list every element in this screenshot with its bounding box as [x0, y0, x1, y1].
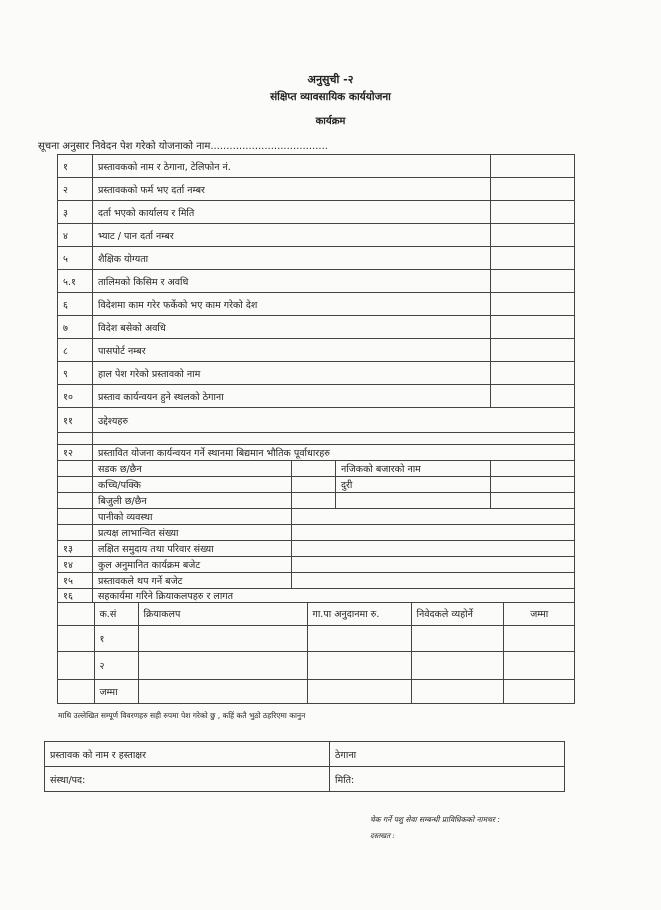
- value-cell[interactable]: [292, 541, 575, 557]
- infra-row: [58, 477, 575, 493]
- row-number: ६: [58, 293, 93, 316]
- row-label: हाल पेश गरेको प्रस्तावको नाम: [93, 362, 491, 385]
- infra-row: [58, 525, 575, 541]
- row-label: कुल अनुमानित कार्यक्रम बजेट: [93, 557, 292, 573]
- page-title: संक्षिप्त व्यावसायिक कार्ययोजना: [270, 91, 391, 103]
- row-label: प्रस्तावकको फर्म भए दर्ता नम्बर: [93, 178, 491, 201]
- row-number: ५: [58, 247, 93, 270]
- signature-table: [44, 741, 565, 792]
- total-cell[interactable]: [503, 625, 575, 651]
- applicant-cell[interactable]: [411, 625, 503, 651]
- main-form-table: [57, 154, 575, 704]
- market-value[interactable]: [491, 461, 575, 477]
- objective-blank[interactable]: [93, 433, 575, 445]
- activity-header: क्रियाकलप: [138, 603, 307, 625]
- table-row: [58, 316, 575, 339]
- table-row: [58, 155, 575, 178]
- table-row: [58, 270, 575, 293]
- table-row: [58, 247, 575, 270]
- beneficiaries-label: प्रत्यक्ष लाभान्वित संख्या: [93, 525, 292, 541]
- grant-cell[interactable]: [307, 679, 411, 703]
- water-value[interactable]: [292, 509, 575, 525]
- market-label: नजिकको बजारको नाम: [336, 461, 491, 477]
- value-cell[interactable]: [491, 178, 575, 201]
- applicant-cell[interactable]: [411, 651, 503, 679]
- row-label: भ्याट / पान दर्ता नम्बर: [93, 224, 491, 247]
- value-cell[interactable]: [491, 293, 575, 316]
- sn-cell: १: [94, 625, 138, 651]
- electricity-label: बिजुली छ/छैन: [93, 493, 292, 509]
- table-row: [58, 339, 575, 362]
- table-row: [58, 178, 575, 201]
- table-row: [58, 362, 575, 385]
- row-label: दर्ता भएको कार्यालय र मिति: [93, 201, 491, 224]
- row-label: प्रस्ताव कार्यन्वयन हुने स्थलको ठेगाना: [93, 385, 491, 408]
- row-number: १२: [58, 445, 93, 461]
- activity-row: [58, 625, 575, 651]
- table-row: [58, 589, 575, 603]
- table-row: [58, 541, 575, 557]
- water-label: पानीको व्यवस्था: [93, 509, 292, 525]
- activity-cell[interactable]: [138, 625, 307, 651]
- row-number: ४: [58, 224, 93, 247]
- value-cell[interactable]: [491, 270, 575, 293]
- sn-cell: २: [94, 651, 138, 679]
- sn-header: क.सं: [94, 603, 138, 625]
- value-cell[interactable]: [491, 201, 575, 224]
- row-label: सहकार्यमा गरिने क्रियाकलपहरु र लागत: [93, 589, 575, 603]
- table-row: [58, 557, 575, 573]
- row-label: लक्षित समुदाय तथा परिवार संख्या: [93, 541, 292, 557]
- sum-label: जम्मा: [94, 679, 138, 703]
- infra-row: [58, 493, 575, 509]
- row-number: १५: [58, 573, 93, 589]
- table-row: [58, 433, 575, 445]
- activity-sum-row: [58, 679, 575, 703]
- table-row: [58, 201, 575, 224]
- value-cell[interactable]: [292, 573, 575, 589]
- total-header: जम्मा: [503, 603, 575, 625]
- row-number: १४: [58, 557, 93, 573]
- row-number: २: [58, 178, 93, 201]
- intro-line: सूचना अनुसार निवेदन पेश गरेको योजनाको नाम.....................................: [38, 141, 328, 152]
- row-number: ७: [58, 316, 93, 339]
- page-subtitle: कार्यक्रम: [315, 116, 346, 127]
- table-row: [58, 224, 575, 247]
- row-label: प्रस्तावकले थप गर्ने बजेट: [93, 573, 292, 589]
- total-cell[interactable]: [503, 679, 575, 703]
- value-cell[interactable]: [491, 385, 575, 408]
- grant-header: गा.पा अनुदानमा रु.: [307, 603, 411, 625]
- total-cell[interactable]: [503, 651, 575, 679]
- row-number: १: [58, 155, 93, 178]
- row-label: शैक्षिक योग्यता: [93, 247, 491, 270]
- infra-row: [58, 461, 575, 477]
- table-row: [58, 293, 575, 316]
- address-label: ठेगाना: [330, 742, 565, 767]
- value-cell[interactable]: [491, 247, 575, 270]
- paved-label: कच्चि/पक्कि: [93, 477, 292, 493]
- row-number: १०: [58, 385, 93, 408]
- value-cell[interactable]: [491, 316, 575, 339]
- row-label: प्रस्तावकको नाम र ठेगाना, टेलिफोन नं.: [93, 155, 491, 178]
- officer-name-line: चेक गर्ने पशु सेवा सम्बन्धी प्राविधिकको नामथर :: [370, 815, 500, 824]
- table-row: [58, 408, 575, 433]
- row-label: पासपोर्ट नम्बर: [93, 339, 491, 362]
- table-row: [58, 385, 575, 408]
- infra-header-row: [58, 445, 575, 461]
- distance-value[interactable]: [491, 477, 575, 493]
- grant-cell[interactable]: [307, 625, 411, 651]
- row-number: १३: [58, 541, 93, 557]
- activity-cell[interactable]: [138, 651, 307, 679]
- applicant-cell[interactable]: [411, 679, 503, 703]
- row-number: ९: [58, 362, 93, 385]
- date-label: मिति:: [330, 767, 565, 792]
- row-number: १६: [58, 589, 93, 603]
- infra-row: [58, 509, 575, 525]
- activity-cell[interactable]: [138, 679, 307, 703]
- row-number: ११: [58, 408, 93, 433]
- road-value[interactable]: [292, 461, 336, 477]
- beneficiaries-value[interactable]: [292, 525, 575, 541]
- declaration-note: माथि उल्लेखित सम्पूर्ण विवरणहरु सही रुपमा पेश गरेको छु , कहिं कतै भुठो ठहरिएमा कानुन: [58, 711, 306, 720]
- value-cell[interactable]: [491, 362, 575, 385]
- row-label: विदेश बसेको अवधि: [93, 316, 491, 339]
- signature-row: [45, 767, 565, 792]
- activity-header-row: [58, 603, 575, 625]
- value-cell[interactable]: [491, 339, 575, 362]
- row-label: तालिमको किसिम र अवधि: [93, 270, 491, 293]
- row-number: ५.१: [58, 270, 93, 293]
- row-label: प्रस्तावित योजना कार्यन्वयन गर्ने स्थानमा बिद्यमान भौतिक पूर्वाधारहरु: [93, 445, 575, 461]
- name-sign-label: प्रस्तावक को नाम र हस्ताक्षर: [45, 742, 330, 767]
- table-row: [58, 573, 575, 589]
- value-cell[interactable]: [491, 224, 575, 247]
- row-label: उद्देश्यहरु: [93, 408, 575, 433]
- activity-table: [58, 603, 575, 703]
- row-label: विदेशमा काम गरेर फर्केको भए काम गरेको देश: [93, 293, 491, 316]
- grant-cell[interactable]: [307, 651, 411, 679]
- schedule-label: अनुसुची -२: [307, 73, 354, 86]
- electricity-value[interactable]: [292, 493, 336, 509]
- org-label: संस्था/पद:: [45, 767, 330, 792]
- value-cell[interactable]: [491, 155, 575, 178]
- row-number: ३: [58, 201, 93, 224]
- signature-row: [45, 742, 565, 767]
- road-label: सडक छ/छैन: [93, 461, 292, 477]
- activity-row: [58, 651, 575, 679]
- row-number: ८: [58, 339, 93, 362]
- officer-sign-line: दस्तखत :: [370, 832, 395, 840]
- distance-label: दुरी: [336, 477, 491, 493]
- value-cell[interactable]: [292, 557, 575, 573]
- applicant-header: निवेदकले व्यहोर्ने: [411, 603, 503, 625]
- paved-value[interactable]: [292, 477, 336, 493]
